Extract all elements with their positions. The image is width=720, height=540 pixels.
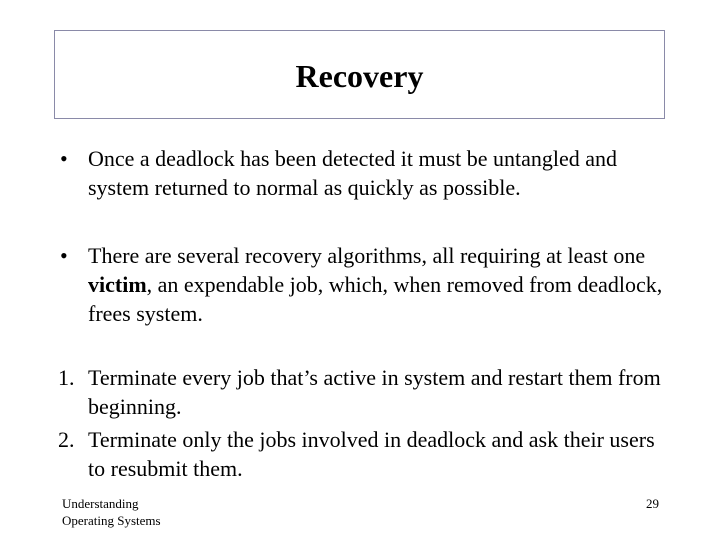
footer-line-1: Understanding (62, 496, 139, 511)
bullet-text-part: There are several recovery algorithms, all requiring at least one (88, 243, 646, 268)
title-box (54, 30, 665, 119)
numbered-text: Terminate only the jobs involved in deadlock and ask their users to resubmit them. (88, 427, 655, 481)
bullet-marker: • (60, 146, 68, 171)
numbered-text: Terminate every job that’s active in system and restart them from beginning. (88, 365, 661, 419)
page-number: 29 (646, 496, 659, 511)
bullet-text-part: , an expendable job, which, when removed from deadlock, frees system. (88, 272, 663, 326)
bullet-text (88, 241, 668, 328)
footer-line-2: Operating Systems (62, 513, 161, 528)
numbered-item-1 (58, 363, 668, 421)
bullet-text: Once a deadlock has been detected it must be untangled and system returned to normal as quickly as possible. (88, 146, 618, 200)
slide-title: Recovery (295, 58, 424, 94)
number-marker: 1. (58, 365, 75, 390)
numbered-item-2 (58, 425, 668, 483)
bullet-item-1 (58, 144, 668, 202)
bold-term-victim: victim (88, 272, 147, 297)
bullet-item-2 (58, 241, 668, 328)
number-marker: 2. (58, 427, 75, 452)
bullet-marker: • (60, 243, 68, 268)
footer-book-title (62, 495, 161, 529)
